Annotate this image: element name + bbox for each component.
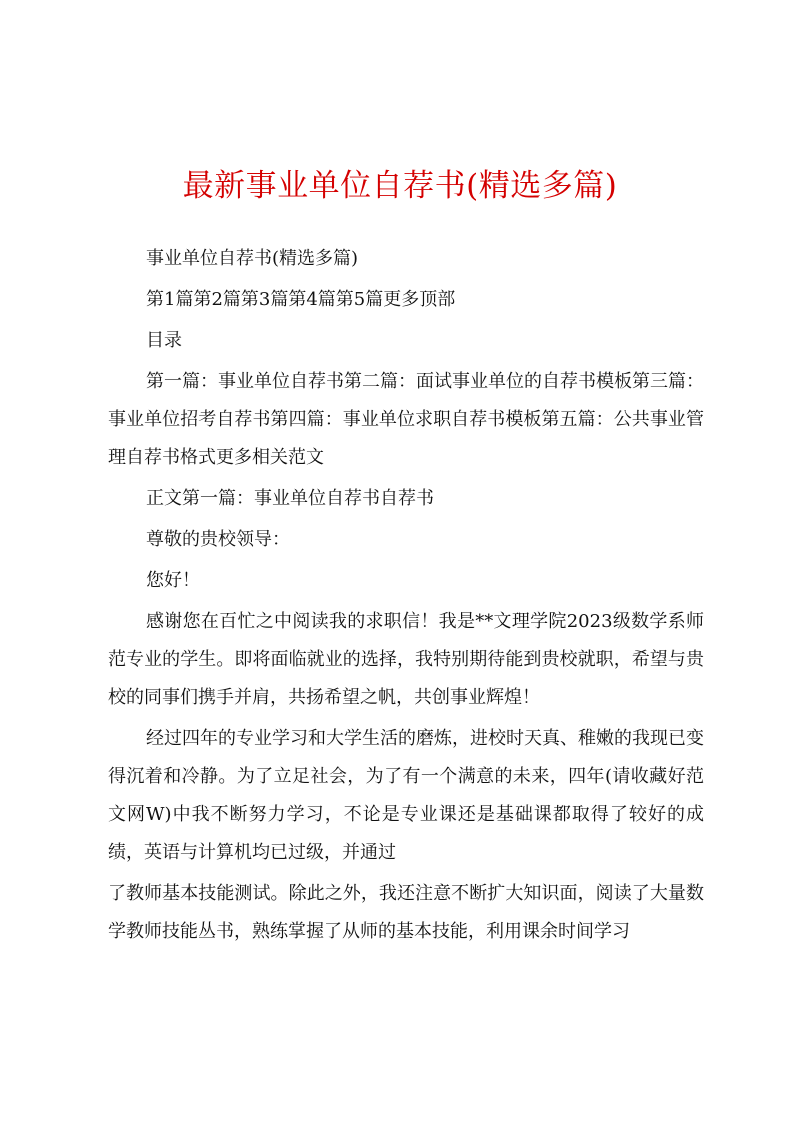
paragraph-toc-heading: 目录 (146, 330, 182, 351)
paragraph-intro: 感谢您在百忙之中阅读我的求职信！我是**文理学院2023级数学系师范专业的学生。即将面临就业的选择，我特别期待能到贵校就职，希望与贵校的同事们携手并肩，共扬希望之帆，共创事业辉煌！ (108, 611, 704, 708)
paragraph-body-heading: 正文第一篇：事业单位自荐书自荐书 (146, 488, 434, 509)
paragraph-study-experience: 经过四年的专业学习和大学生活的磨炼，进校时天真、稚嫩的我现已变得沉着和冷静。为了立足社会，为了有一个满意的未来，四年(请收藏好范文网W)中我不断努力学习，不论是专业课还是基础课都取得了较好的成绩，英语与计算机均已过级，并通过 (108, 728, 704, 863)
document-title: 最新事业单位自荐书(精选多篇) (182, 168, 618, 204)
paragraph-subtitle: 事业单位自荐书(精选多篇) (146, 248, 359, 269)
paragraph-continuation: 了教师基本技能测试。除此之外，我还注意不断扩大知识面，阅读了大量数学教师技能丛书，熟练掌握了从师的基本技能，利用课余时间学习 (108, 883, 704, 942)
paragraph-salutation: 尊敬的贵校领导： (146, 529, 290, 550)
paragraph-greeting: 您好！ (146, 570, 200, 591)
document-body (108, 240, 704, 951)
paragraph-toc-list: 第一篇：事业单位自荐书第二篇：面试事业单位的自荐书模板第三篇：事业单位招考自荐书第四篇：事业单位求职自荐书模板第五篇：公共事业管理自荐书格式更多相关范文 (108, 371, 704, 468)
paragraph-chapter-nav: 第1篇第2篇第3篇第4篇第5篇更多顶部 (146, 289, 456, 310)
